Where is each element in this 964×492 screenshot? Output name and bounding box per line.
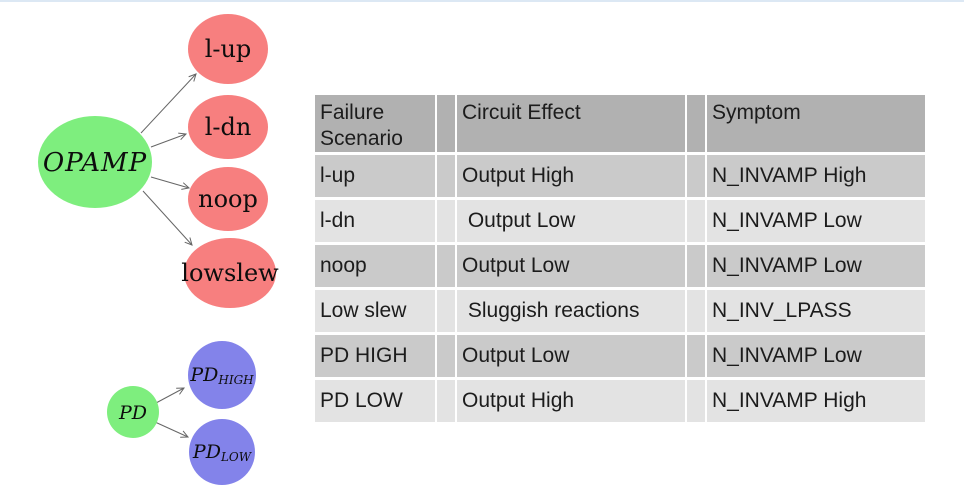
- node-pd-low-label: PDLOW: [192, 441, 252, 464]
- cell-spacer: [687, 380, 705, 422]
- cell-symptom: N_INVAMP High: [707, 380, 925, 422]
- cell-effect: Output High: [457, 380, 685, 422]
- cell-spacer: [687, 245, 705, 287]
- cell-effect: Output Low: [457, 245, 685, 287]
- node-pd-high: [188, 341, 256, 409]
- cell-effect: Sluggish reactions: [457, 290, 685, 332]
- failure-table: [315, 95, 925, 422]
- cell-spacer: [437, 380, 455, 422]
- header-cell-symptom: Symptom: [707, 95, 925, 152]
- header-spacer-2: [687, 95, 705, 152]
- cell-scenario: l-dn: [315, 200, 435, 242]
- edge-pd-pdlow: [155, 422, 188, 437]
- cell-spacer: [437, 245, 455, 287]
- cell-scenario: Low slew: [315, 290, 435, 332]
- node-pd: [107, 386, 159, 438]
- edge-opamp-lowslew: [143, 191, 192, 245]
- node-lowslew-label: lowslew: [181, 259, 279, 287]
- node-lowslew: [181, 238, 279, 308]
- node-pd-low: [189, 419, 255, 485]
- edge-opamp-ldn: [151, 134, 186, 147]
- cell-spacer: [687, 155, 705, 197]
- node-pd-high-label: PDHIGH: [190, 364, 254, 387]
- cell-symptom: N_INV_LPASS: [707, 290, 925, 332]
- node-l-up: [188, 14, 268, 84]
- node-opamp-label: OPAMP: [42, 148, 148, 178]
- cell-effect: Output High: [457, 155, 685, 197]
- cell-effect: Output Low: [457, 200, 685, 242]
- node-noop-label: noop: [198, 185, 258, 213]
- cell-effect: Output Low: [457, 335, 685, 377]
- node-l-dn: [188, 95, 268, 159]
- cell-spacer: [687, 290, 705, 332]
- cell-scenario: l-up: [315, 155, 435, 197]
- cell-scenario: PD HIGH: [315, 335, 435, 377]
- fault-tree-diagram: [0, 0, 310, 492]
- cell-symptom: N_INVAMP Low: [707, 245, 925, 287]
- node-l-up-label: l-up: [204, 35, 252, 63]
- edge-opamp-lup: [141, 74, 196, 133]
- node-pd-label: PD: [118, 402, 148, 424]
- cell-spacer: [687, 335, 705, 377]
- cell-symptom: N_INVAMP Low: [707, 200, 925, 242]
- node-opamp: [38, 116, 152, 208]
- node-l-dn-label: l-dn: [204, 113, 252, 141]
- cell-spacer: [437, 335, 455, 377]
- cell-symptom: N_INVAMP Low: [707, 335, 925, 377]
- cell-symptom: N_INVAMP High: [707, 155, 925, 197]
- cell-spacer: [687, 200, 705, 242]
- header-spacer-1: [437, 95, 455, 152]
- cell-scenario: noop: [315, 245, 435, 287]
- cell-scenario: PD LOW: [315, 380, 435, 422]
- header-cell-failure-scenario: Failure Scenario: [315, 95, 435, 152]
- header-cell-circuit-effect: Circuit Effect: [457, 95, 685, 152]
- cell-spacer: [437, 200, 455, 242]
- edge-opamp-noop: [151, 177, 189, 188]
- cell-spacer: [437, 155, 455, 197]
- edge-pd-pdhigh: [156, 388, 184, 403]
- cell-spacer: [437, 290, 455, 332]
- node-noop: [188, 167, 268, 231]
